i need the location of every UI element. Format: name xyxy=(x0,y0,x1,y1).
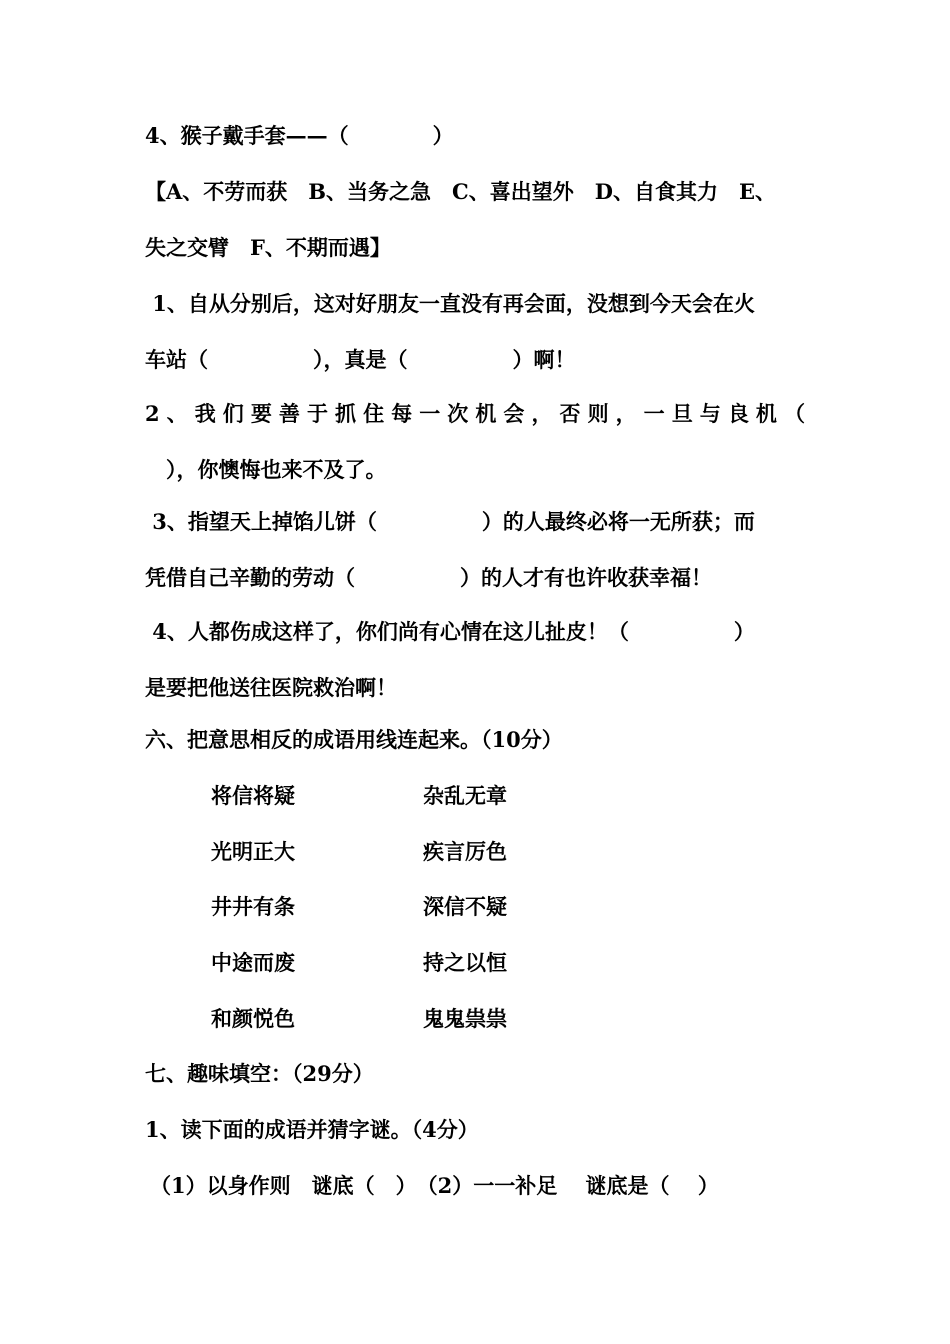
sentence-3-line-2: 凭借自己辛勤的劳动（ ）的人才有也许收获幸福！ xyxy=(145,565,712,590)
sentence-3-line-1: 3、指望天上掉馅儿饼（ ）的人最终必将一无所获；而 xyxy=(145,509,755,534)
idiom-question-4: 4、猴子戴手套——（ ） xyxy=(145,123,454,148)
idiom-left-5: 和颜悦色 xyxy=(211,1006,295,1031)
idiom-right-1: 杂乱无章 xyxy=(423,783,507,808)
sentence-1-line-1: 1、自从分别后，这对好朋友一直没有再会面，没想到今天会在火 xyxy=(145,291,755,316)
sentence-4-line-2: 是要把他送往医院救治啊！ xyxy=(145,675,397,700)
riddle-question-title: 1、读下面的成语并猜字谜。（4分） xyxy=(145,1117,479,1142)
section-7-title: 七、趣味填空：（29分） xyxy=(145,1061,374,1086)
sentence-1-line-2: 车站（ ），真是（ ）啊！ xyxy=(145,347,576,372)
idiom-left-3: 井井有条 xyxy=(211,894,295,919)
idiom-right-4: 持之以恒 xyxy=(423,950,507,975)
idiom-left-1: 将信将疑 xyxy=(211,783,295,808)
sentence-4-line-1: 4、人都伤成这样了，你们尚有心情在这儿扯皮！（ ） xyxy=(145,619,755,644)
idiom-right-5: 鬼鬼祟祟 xyxy=(423,1006,507,1031)
idiom-left-4: 中途而废 xyxy=(211,950,295,975)
idiom-left-2: 光明正大 xyxy=(211,839,295,864)
sentence-2-line-2: ），你懊悔也来不及了。 xyxy=(145,457,387,482)
section-6-title: 六、把意思相反的成语用线连起来。（10分） xyxy=(145,727,563,752)
idiom-options-line-1: 【A、不劳而获 B、当务之急 C、喜出望外 D、自食其力 E、 xyxy=(145,179,776,204)
idiom-right-3: 深信不疑 xyxy=(423,894,507,919)
idiom-right-2: 疾言厉色 xyxy=(423,839,507,864)
sentence-2-line-1: 2、我们要善于抓住每一次机会，否则，一旦与良机（ xyxy=(145,401,805,426)
idiom-options-line-2: 失之交臂 F、不期而遇】 xyxy=(145,235,391,260)
riddle-items: （1）以身作则 谜底（ ） （2）一一补足 谜底是（ ） xyxy=(150,1173,719,1198)
